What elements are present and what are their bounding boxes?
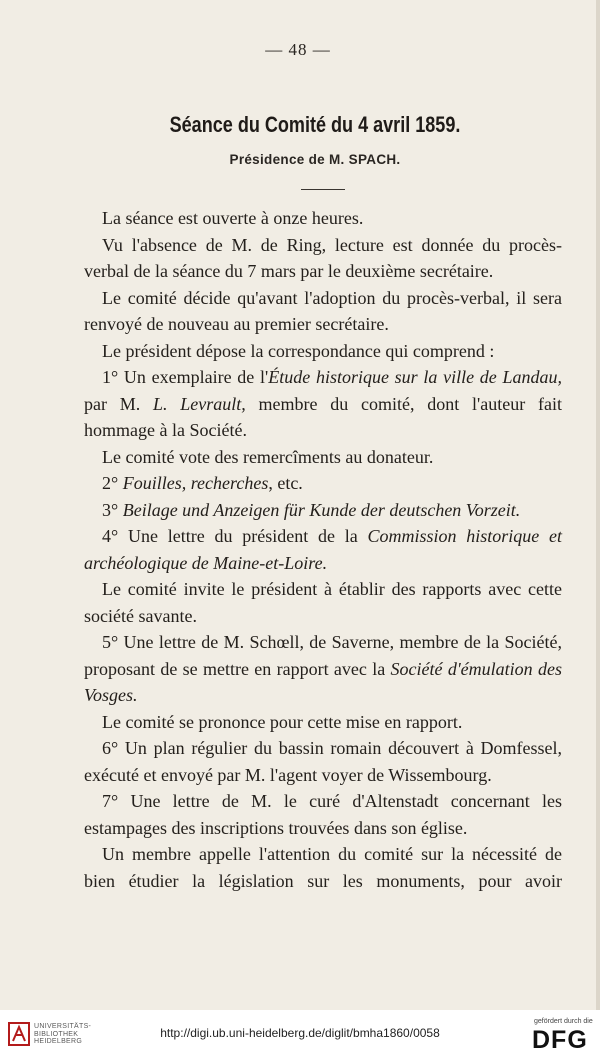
text-run: par M. bbox=[84, 393, 154, 414]
paragraph: 7° Une lettre de M. le curé d'Altenstadt concernant les estampages des inscriptions trouvées dans son église. bbox=[84, 791, 562, 838]
paragraph: Le comité vote des remercîments au donateur. bbox=[102, 446, 434, 467]
text-run: 3° bbox=[102, 499, 123, 520]
author-name: L. Levrault, bbox=[153, 393, 246, 414]
paragraph: Un membre appelle l'attention du comité sur la nécessité de bien étudier la législation sur les monuments, pour avoir bbox=[84, 844, 562, 891]
library-line: UNIVERSITÄTS- bbox=[34, 1023, 92, 1030]
dfg-logo: DFG bbox=[532, 1026, 588, 1054]
paragraph bbox=[84, 364, 562, 444]
publication-title: Fouilles, recherches bbox=[122, 473, 269, 493]
funded-by-label: gefördert durch die bbox=[534, 1018, 593, 1025]
presidency-subtitle: Présidence de M. SPACH. bbox=[229, 152, 401, 167]
paragraph: Le président dépose la correspondance qui comprend : bbox=[102, 340, 495, 361]
text-run: membre du comité, dont l'auteur fait hommage à la Société. bbox=[84, 393, 562, 440]
paragraph: Le comité se prononce pour cette mise en rapport. bbox=[102, 711, 463, 732]
paragraph bbox=[84, 629, 562, 709]
paragraph: Le comité invite le président à établir des rapports avec cette société savante. bbox=[84, 579, 562, 626]
text-run: 5° Une lettre de M. Schœll, de Saverne, membre de la Société, proposant de se mettre en rapport avec la bbox=[84, 632, 562, 679]
publication-title: Beilage und Anzeigen für Kunde der deutschen Vorzeit. bbox=[122, 499, 521, 520]
paragraph bbox=[84, 497, 562, 524]
library-line: HEIDELBERG bbox=[34, 1038, 83, 1045]
text-run: , etc. bbox=[268, 473, 303, 493]
permalink-url[interactable]: http://digi.ub.uni-heidelberg.de/diglit/bmha1860/0058 bbox=[160, 1026, 440, 1040]
paragraph: La séance est ouverte à onze heures. bbox=[102, 208, 364, 228]
paragraph: 6° Un plan régulier du bassin romain découvert à Domfessel, exécuté et envoyé par M. l'agent voyer de Wissembourg. bbox=[84, 738, 562, 785]
library-line: BIBLIOTHEK bbox=[34, 1030, 79, 1038]
page-number: — 48 — bbox=[265, 40, 331, 59]
text-run: 4° Une lettre du président de la bbox=[102, 526, 368, 546]
institution-name: Commission historique et archéologique de Maine-et-Loire. bbox=[84, 526, 563, 573]
text-run: 1° Un exemplaire de l' bbox=[102, 367, 269, 387]
text-run: 2° bbox=[102, 473, 123, 493]
minutes-text bbox=[84, 205, 562, 894]
paragraph: Le comité décide qu'avant l'adoption du procès-verbal, il sera renvoyé de nouveau au premier secrétaire. bbox=[84, 287, 562, 334]
paragraph: Vu l'absence de M. de Ring, lecture est donnée du procès-verbal de la séance du 7 mars par le deuxième secrétaire. bbox=[84, 234, 562, 281]
session-title: Séance du Comité du 4 avril 1859. bbox=[169, 112, 461, 137]
title-divider bbox=[301, 189, 345, 190]
paragraph bbox=[84, 523, 562, 576]
book-title: Étude historique sur la ville de Landau, bbox=[268, 367, 563, 387]
society-name: Société d'émulation des Vosges. bbox=[84, 658, 562, 705]
paragraph bbox=[84, 470, 562, 497]
